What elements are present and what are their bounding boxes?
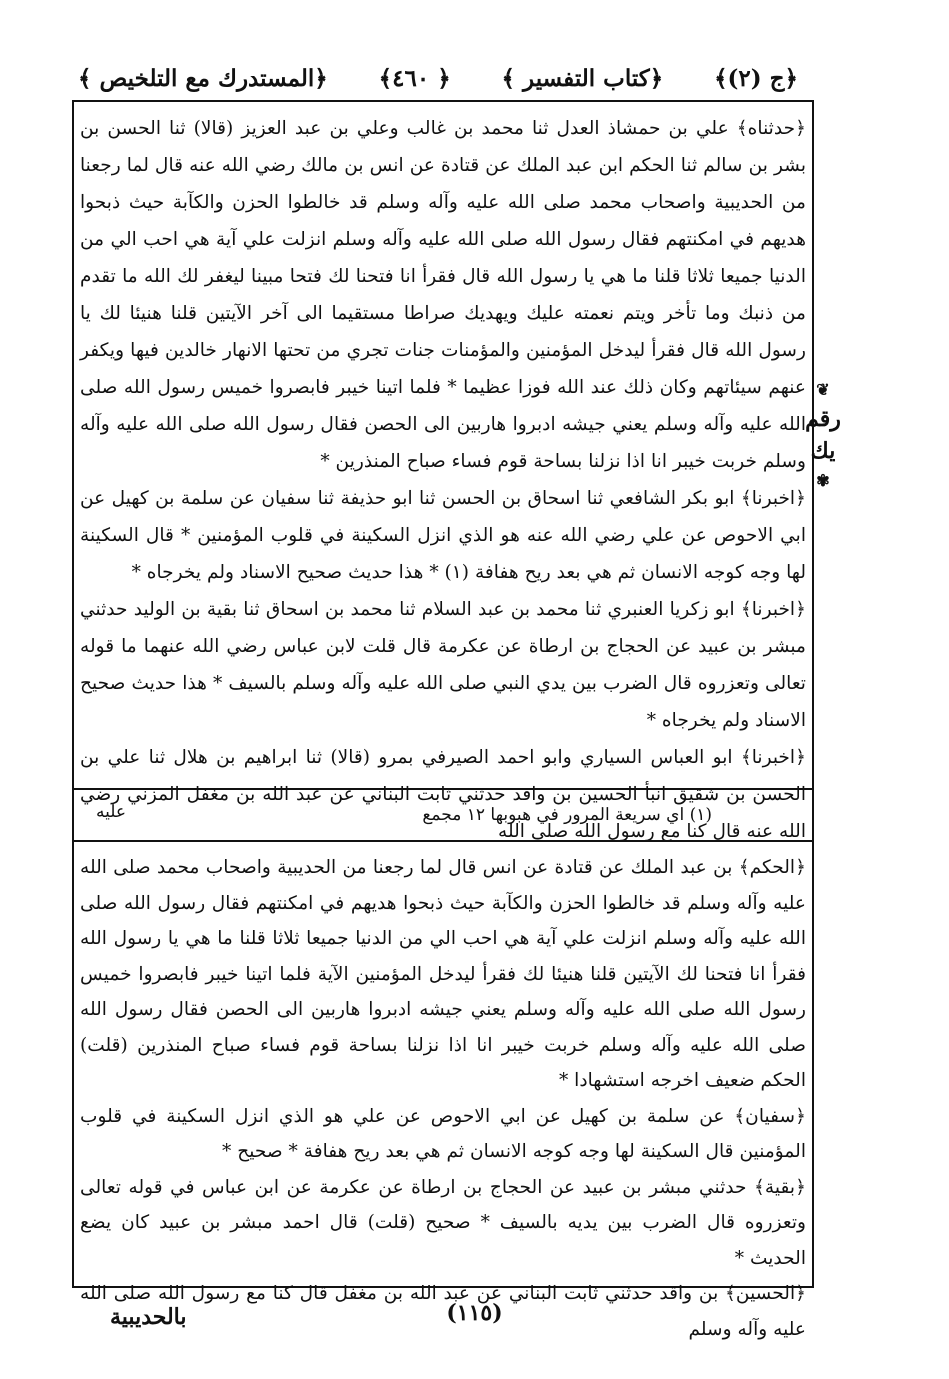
margin-note-top: رقم (805, 405, 841, 432)
book-title: ﴿المستدرك مع التلخيص ﴾ (78, 64, 328, 92)
section-title: ﴿كتاب التفسير ﴾ (501, 64, 664, 92)
page-number: (١١٥) (446, 1300, 503, 1326)
ornament-icon: ✾ (816, 470, 830, 490)
footnote (98, 798, 712, 832)
footnote-text: (١) اي سريعة المرور في هبوبها ١٢ مجمع (422, 805, 712, 825)
summary-paragraph: ﴿الحسين﴾ بن واقد حدثني ثابت البناني عن عبد الله بن مغفل قال كنا مع رسول الله صلى الله عليه وآله وسلم (80, 1283, 806, 1340)
running-header (78, 58, 798, 98)
summary-paragraph: ﴿بقية﴾ حدثني مبشر بن عبيد عن الحجاج بن ارطاة عن عكرمة عن ابن عباس في قوله تعالى وتعزروه قال الضرب بين يديه بالسيف * صحيح (قلت) قال احمد مبشر بن عبيد كان يضع الحديث * (80, 1176, 806, 1269)
footnote-continuation: عليه (96, 802, 127, 822)
hadith-paragraph: ﴿اخبرنا﴾ ابو زكريا العنبري ثنا محمد بن عبد السلام ثنا محمد بن اسحاق ثنا بقية بن الوليد حدثني مبشر بن عبيد عن الحجاج بن ارطاة عن عكرمة قال قلت لابن عباس رضي الله عنهما ما قوله تعالى وتعزروه قال الضرب بين يدي النبي صلى الله عليه وآله وسلم بالسيف * هذا حديث صحيح الاسناد ولم يخرجاه * (80, 599, 806, 731)
ornament-icon: ❦ (816, 380, 830, 399)
margin-note-bottom: يك (810, 438, 836, 465)
hadith-paragraph: ﴿اخبرنا﴾ ابو بكر الشافعي ثنا اسحاق بن الحسن ثنا ابو حذيفة ثنا سفيان عن سلمة بن كهيل عن ابي الاحوص عن علي رضي الله عنه هو الذي انزل السكينة في قلوب المؤمنين * قال السكينة لها وجه كوجه الانسان ثم هي بعد ريح هفافة (١) * هذا حديث صحيح الاسناد ولم يخرجاه * (80, 488, 806, 583)
header-page-number: ﴿ ٤٦٠﴾ (378, 64, 451, 92)
hadith-paragraph: ﴿اخبرنا﴾ ابو العباس السياري وابو احمد الصيرفي بمرو (قالا) ثنا ابراهيم بن هلال ثنا علي بن الحسن بن شقيق انبأ الحسين بن واقد حدثني ثابت البناني عن عبد الله بن مغفل المزني رضي الله عنه قال كنا مع رسول الله صلى الله (80, 747, 806, 842)
hadith-paragraph: ﴿حدثناه﴾ علي بن حمشاذ العدل ثنا محمد بن غالب وعلي بن عبد العزيز (قالا) ثنا الحسن بن بشر بن سالم ثنا الحكم ابن عبد الملك عن قتادة عن انس بن مالك رضي الله عنه قال لما رجعنا من الحديبية واصحاب محمد صلى الله عليه وآله وسلم قد خالطوا الحزن والكآبة حيث ذبحوا هديهم في امكنتهم فقال رسول الله صلى الله عليه وآله وسلم انزلت علي آية هي احب الي من الدنيا جميعا ثلاثا قلنا ما هي يا رسول الله قال فقرأ انا فتحنا لك فتحا مبينا ليغفر لك الله ما تقدم من ذنبك وما تأخر ويتم نعمته عليك ويهديك صراطا مستقيما الى آخر الآيتين قلنا هنيئا لك يا رسول الله قال فقرأ ليدخل المؤمنين والمؤمنات جنات تجري من تحتها الانهار خالدين فيها ويكفر عنهم سيئاتهم وكان ذلك عند الله فوزا عظيما * فلما اتينا خيبر فابصروا خميس رسول الله صلى الله عليه وآله وسلم يعني جيشه ادبروا هاربين الى الحصن فقال رسول الله صلى الله عليه وآله وسلم خربت خيبر انا اذا نزلنا بساحة قوم فساء صباح المنذرين * (80, 118, 806, 472)
footnote-divider (74, 788, 812, 790)
summary-divider (74, 840, 812, 842)
summary-paragraph: ﴿سفيان﴾ عن سلمة بن كهيل عن ابي الاحوص عن علي هو الذي انزل السكينة في قلوب المؤمنين قال السكينة لها وجه كوجه الانسان ثم هي بعد ريح هفافة * صحيح * (80, 1105, 806, 1162)
catchword: بالحديبية (110, 1304, 187, 1330)
summary-paragraph: ﴿الحكم﴾ بن عبد الملك عن قتادة عن انس قال لما رجعنا من الحديبية واصحاب محمد صلى الله عليه وآله وسلم قد خالطوا الحزن والكآبة حيث ذبحوا هديهم في امكنتهم فقال رسول الله صلى الله عليه وآله وسلم انزلت علي آية هي احب الي من الدنيا جميعا ثلاثا قلنا ما هي يا رسول الله فقرأ انا فتحنا لك الآيتين قلنا هنيئا لك فقرأ ليدخل المؤمنين الآية فلما اتينا خيبر فابصروا خميس رسول الله صلى الله عليه وآله وسلم يعني جيشه ادبروا هاربين الى الحصن فقال رسول الله صلى الله عليه وآله وسلم خربت خيبر انا اذا نزلنا بساحة قوم فساء صباح المنذرين (قلت) الحكم ضعيف اخرجه استشهادا * (80, 857, 806, 1091)
volume-label: ﴿ج (٢)﴾ (714, 64, 798, 92)
